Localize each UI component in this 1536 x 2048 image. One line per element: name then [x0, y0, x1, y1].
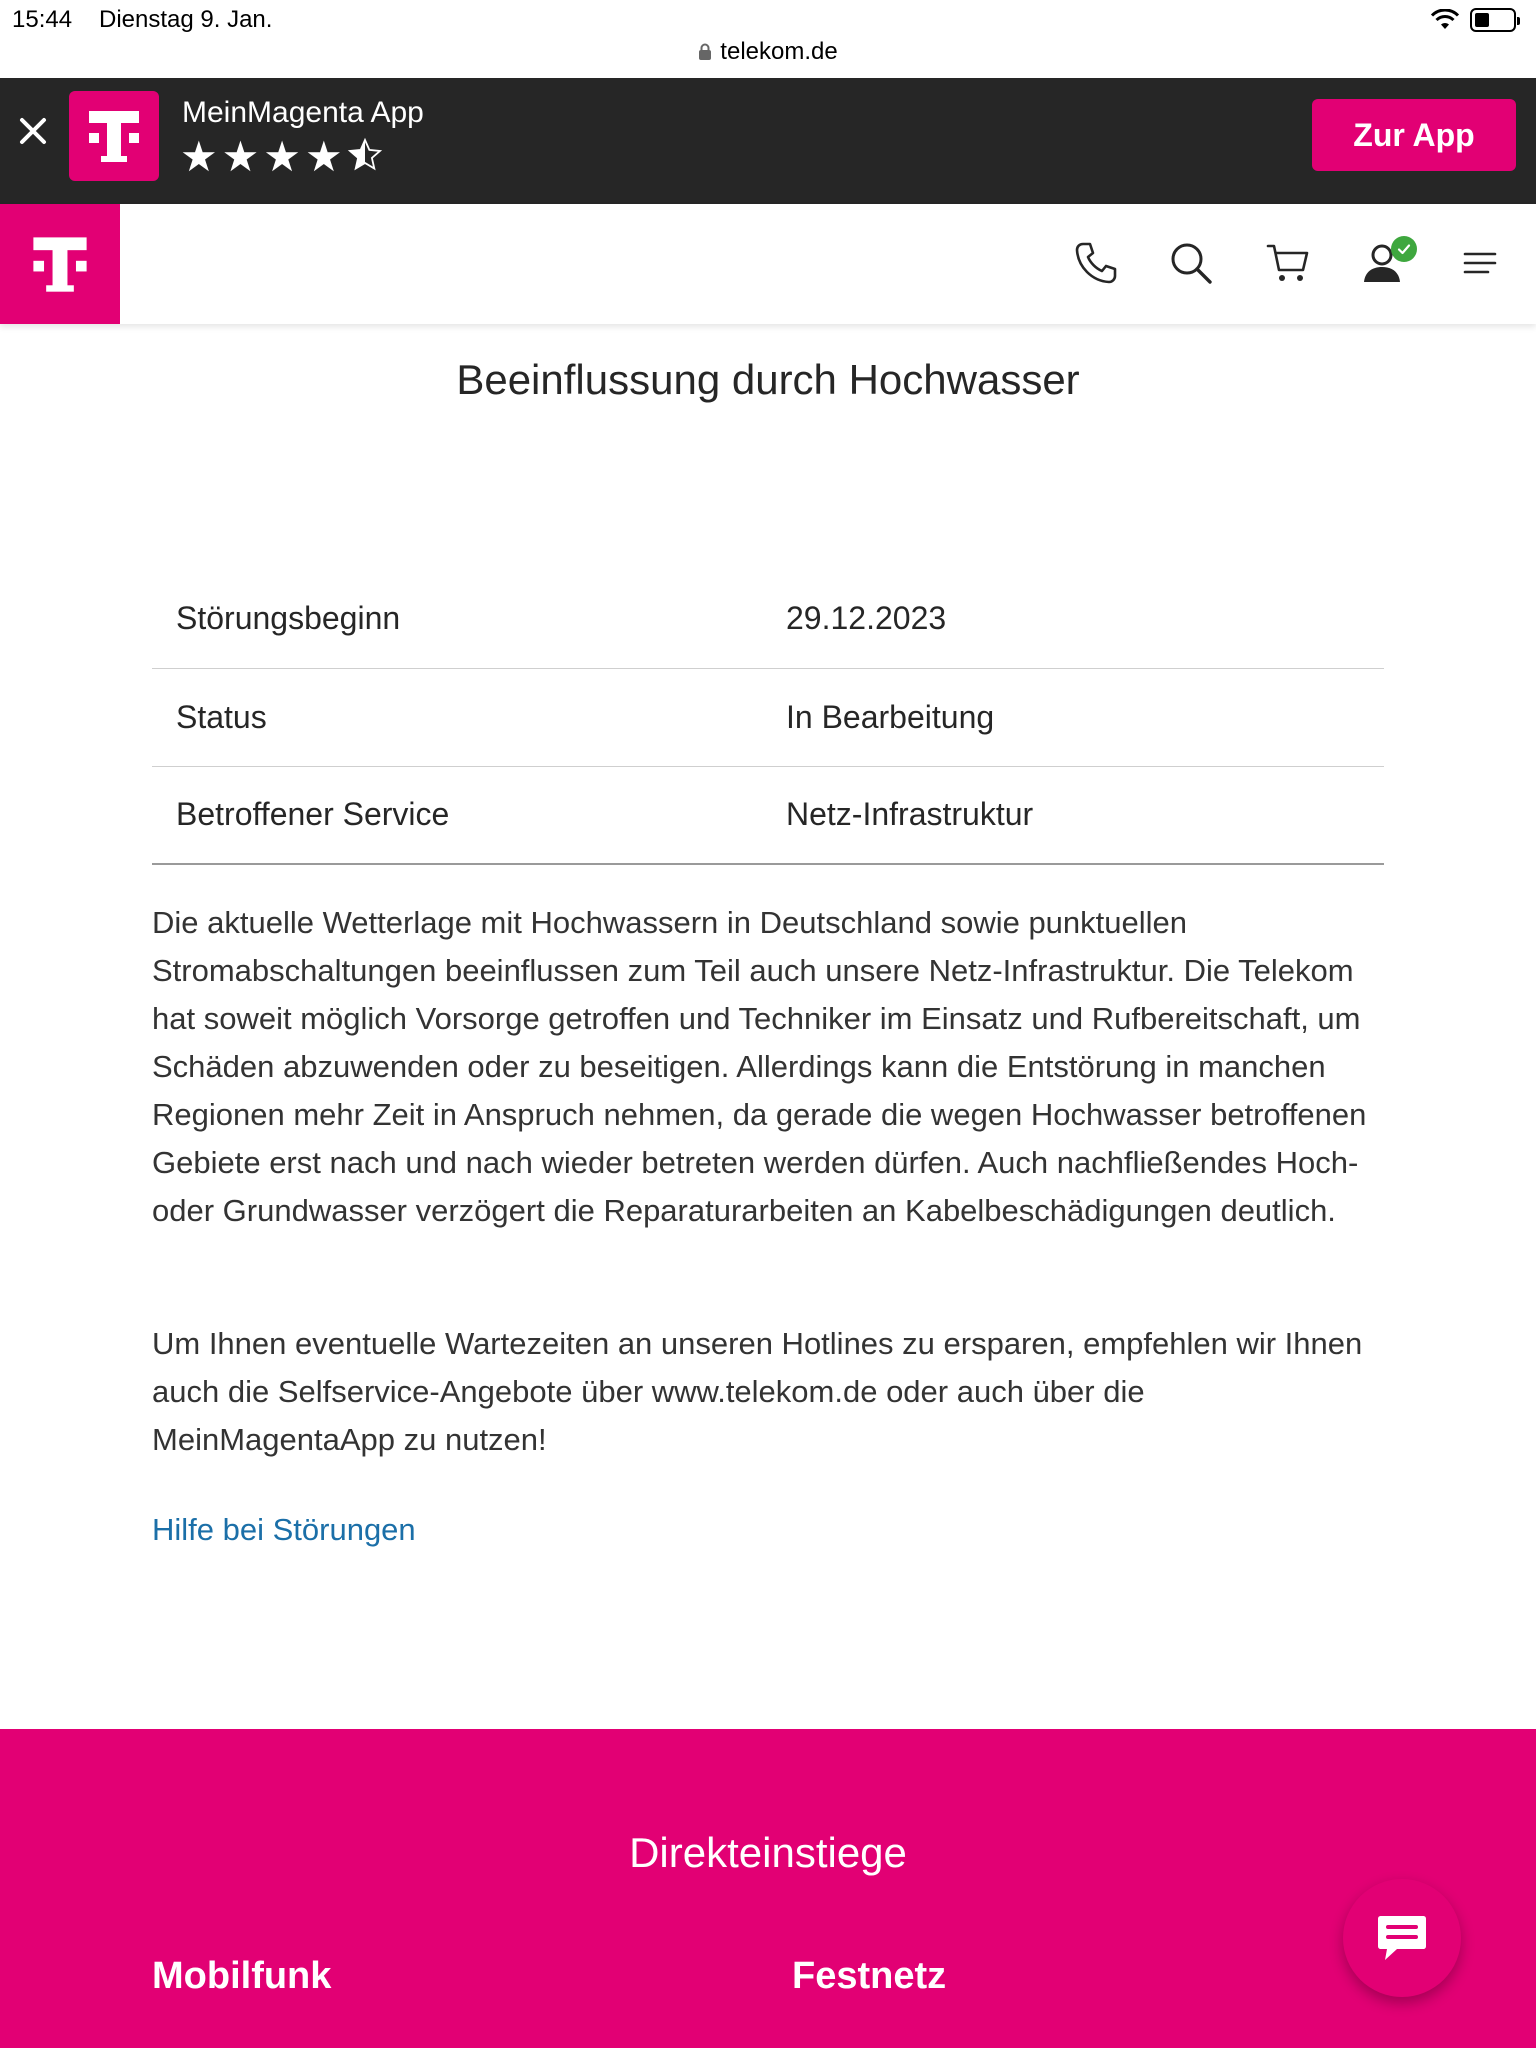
app-banner	[0, 78, 1536, 204]
status-date: Dienstag 9. Jan.	[99, 6, 273, 33]
close-icon[interactable]	[16, 114, 50, 148]
row-label: Betroffener Service	[152, 766, 786, 864]
footer-title: Direkteinstiege	[629, 1829, 907, 1876]
telekom-t-icon	[30, 231, 90, 297]
open-app-button[interactable]: Zur App	[1312, 99, 1516, 171]
selfservice-paragraph: Um Ihnen eventuelle Wartezeiten an unseren Hotlines zu ersparen, empfehlen wir Ihnen auch die Selfservice-Angebote über www.telekom.de oder auch über die MeinMagentaApp zu nutzen!	[152, 1326, 1363, 1457]
rating-stars	[180, 132, 383, 181]
wifi-icon	[1430, 9, 1460, 31]
row-label: Störungsbeginn	[152, 570, 786, 668]
row-value: 29.12.2023	[786, 570, 1384, 668]
site-header	[0, 204, 1536, 324]
description-paragraph: Die aktuelle Wetterlage mit Hochwassern in Deutschland sowie punktuellen Stromabschaltungen beeinflussen zum Teil auch unsere Netz-Infrastruktur. Die Telekom hat soweit möglich Vorsorge getroffen und Techniker im Einsatz und Rufbereitschaft, um Schäden abzuwenden oder zu beseitigen. Allerdings kann die Entstörung in manchen Regionen mehr Zeit in Anspruch nehmen, da gerade die wegen Hochwasser betroffenen Gebiete erst nach und nach wieder betreten werden dürfen. Auch nachfließendes Hoch- oder Grundwasser verzögert die Reparaturarbeiten an Kabelbeschädigungen deutlich.	[152, 905, 1367, 1228]
check-icon	[1396, 241, 1412, 257]
cart-icon[interactable]	[1265, 240, 1311, 286]
row-value: In Bearbeitung	[786, 668, 1384, 766]
footer-link-festnetz[interactable]: Festnetz	[792, 1955, 947, 1997]
telekom-logo[interactable]	[0, 204, 120, 324]
status-indicators	[1430, 8, 1516, 32]
lock-icon	[698, 43, 712, 61]
app-logo	[69, 91, 159, 181]
rating-stars-full: ★★★★	[180, 133, 347, 180]
telekom-t-icon	[86, 105, 142, 167]
outage-info-table	[152, 570, 1384, 865]
app-banner-title: MeinMagenta App	[182, 96, 424, 129]
url-text: telekom.de	[720, 38, 838, 65]
page-title: Beeinflussung durch Hochwasser	[456, 356, 1080, 403]
login-button[interactable]	[1361, 240, 1407, 286]
help-link[interactable]: Hilfe bei Störungen	[152, 1512, 416, 1547]
chat-button[interactable]	[1343, 1879, 1461, 1997]
url-bar[interactable]	[0, 38, 1536, 66]
menu-icon[interactable]	[1457, 240, 1503, 286]
row-label: Status	[152, 668, 786, 766]
footer	[0, 1729, 1536, 2048]
phone-icon[interactable]	[1073, 240, 1119, 286]
footer-link-mobilfunk[interactable]: Mobilfunk	[152, 1955, 332, 1997]
table-row	[152, 766, 1384, 864]
search-icon[interactable]	[1168, 240, 1214, 286]
chat-icon	[1375, 1913, 1429, 1963]
row-value: Netz-Infrastruktur	[786, 766, 1384, 864]
table-row	[152, 570, 1384, 668]
status-time: 15:44	[12, 6, 73, 33]
half-star-icon	[347, 137, 383, 173]
status-bar	[0, 0, 1536, 78]
table-row	[152, 668, 1384, 766]
battery-icon	[1470, 8, 1516, 32]
logged-in-badge	[1391, 236, 1417, 262]
